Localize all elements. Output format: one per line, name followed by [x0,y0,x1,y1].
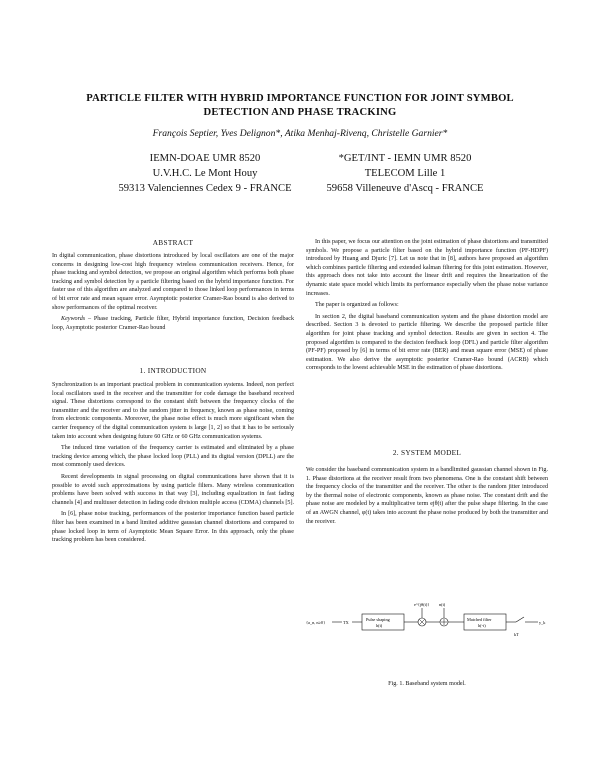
affiliation-line: *GET/INT - IEMN UMR 8520 [338,153,472,164]
figure-caption: Fig. 1. Baseband system model. [388,681,466,687]
pulse-shaping-label: Pulse shaping [366,617,390,622]
title-line-1: PARTICLE FILTER WITH HYBRID IMPORTANCE FUNCTION FOR JOINT SYMBOL [86,93,514,104]
right-paragraph-1: In this paper, we focus our attention on the joint estimation of phase distortions and transmitted symbols. We propose a particle filter based on the hybrid importance function (PF-HDPF) introduced by Huang and Djuric [7]. Let us note that in [8], authors have proposed an algorithm which combines particle filtering and extended kalman filtering for this joint estimation. However, this approach does not take into account the linear drift and requires the linearization of the dynamic state space model which limits its performance especially when the phase noise variance increases. [306,239,548,297]
affiliation-line: 59313 Valenciennes Cedex 9 - FRANCE [118,183,292,194]
introduction-heading: 1. INTRODUCTION [139,366,207,375]
introduction-block [52,381,294,548]
right-intro-block [306,238,548,376]
author-list: François Septier, Yves Delignon*, Atika Menhaj-Rivenq, Christelle Garnier* [152,128,448,139]
pulse-shaping-sub: h(t) [376,623,383,628]
right-paragraph-2: The paper is organized as follows: [315,302,399,309]
sampler-switch [516,617,524,622]
figure-input-label: {a_n, n≥0} [306,620,326,625]
matched-filter-sub: h(-t) [478,623,486,628]
affiliation-right [300,151,510,196]
baseband-system-diagram [306,586,548,656]
keywords-text: – Phase tracking, Particle filter, Hybrid importance function, Decision feedback loop, Asymptotic posterior Cramer-Rao bound [52,316,294,331]
affiliation-left [100,151,310,196]
mixer-phase-label: e^{jθ(t)} [414,602,430,607]
abstract-heading: ABSTRACT [152,238,194,247]
sampling-label: kT [514,632,519,637]
figure-output-label: y_k [539,620,546,625]
affiliation-line: IEMN-DOAE UMR 8520 [149,153,261,164]
matched-filter-label: Matched filter [467,617,492,622]
right-paragraph-3: In section 2, the digital baseband communication system and the phase distortion model are described. Section 3 is devoted to particle filtering. We describe the proposed particle filter algorithm for joint phase tracking and symbol detection. Results are given in section 4. The proposed algorithm is compared to the decision feedback loop (DFL) and particle filter algorithm (PF-PF) proposed by [6] in terms of bit error rate (BER) and mean square error (MSE) of phase estimation. We also derive the asymptotic posterior Cramer-Rao bound (ACRB) which corresponds to the lowest achievable MSE in the estimation of phase distortions. [306,313,548,372]
intro-paragraph-3: Recent developments in signal processing on digital communications have shown that it is possible to avoid such approximations by using particle filters. Many wireless communication problems have been solved with success in that way [3], including equalization in fast fading channels [4] and multiuser detection in fading code division multiple access (CDMA) channels [5]. [52,473,294,506]
keywords-paragraph [52,315,294,332]
affiliation-line: U.V.H.C. Le Mont Houy [152,168,258,179]
intro-paragraph-2: The induced time variation of the frequency carrier is estimated and eliminated by a phase tracking device among which, the phase locked loop (PLL) and its digital version (DPLL) are the most commonly used devices. [52,445,294,469]
abstract-block [52,252,294,335]
affiliation-line: 59658 Villeneuve d'Ascq - FRANCE [326,183,484,194]
abstract-text: In digital communication, phase distortions introduced by local oscillators are one of the major concerns in designing low-cost high frequency wireless communication receivers. Hence, for phase tracking and symbol detection, we propose an original algorithm which performs both phase tracking and symbol detection by a particle filtering based on the hybrid importance function. For faster use of this algorithm are analyzed and compared to those linked loop performances in terms of bit error rate and mean square error. Asymptotic posterior Cramer-Rao bound is also derived to show performances of the optimal receiver. [52,253,294,311]
system-model-heading: 2. SYSTEM MODEL [392,448,462,457]
system-model-paragraph: We consider the baseband communication system in a bandlimited gaussian channel shown in Fig. 1. Phase distortions at the receiver result from two phenomena. One is the constant shift between the frequency clocks of the transmitter and the receiver. The other is the random jitter introduced by the thermal noise of electronic components, known as phase noise. The constant drift and the phase noise are modeled by a multiplicative term ejθ(t) after the pulse shape filtering. In the case of an AWGN channel, φ(t) takes into account the phase noise produced by both the transmitter and the receiver. [306,467,548,525]
title-line-2: DETECTION AND PHASE TRACKING [203,107,397,118]
intro-paragraph-4: In [6], phase noise tracking, performances of the posterior importance function based particle filter has been examined in a band limited additive gaussian channel distortions and compared to phase locked loop in term of Asymptotic Mean Square Error. In this approach, only the phase tracking problem has been considered. [52,511,294,544]
keywords-label: Keywords [61,316,86,323]
system-model-block [306,466,548,529]
noise-label: n(t) [439,602,446,607]
affiliation-line: TELECOM Lille 1 [364,168,446,179]
intro-paragraph-1: Synchronization is an important practical problem in communication systems. Indeed, non perfect local oscillators used in the receiver and the transmitter for code damage the baseband received signal. These distortions correspond to the constant shift between the frequency clocks of the transmitter and the receiver and to the random jitter in frequency, known as phase noise, coming from electronic components. Moreover, the phase noise effect is much more significant when the carrier frequency of the digital communication system is large [1, 2] so that it has to be seriously taken into account when designing future 60 GHz or 60 GHz communication systems. [52,382,294,440]
paper-title [40,92,560,120]
figure-tx-label: TX [343,620,349,625]
